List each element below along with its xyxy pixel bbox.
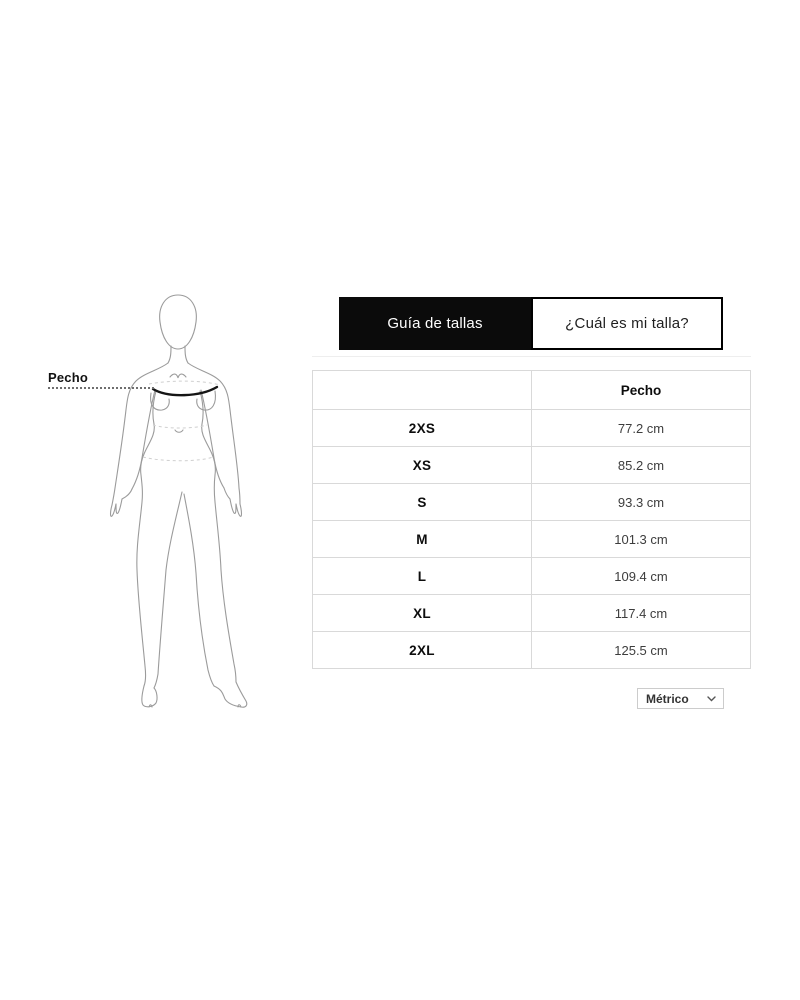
chest-cell: 117.4 cm — [532, 595, 751, 632]
hip-dashed-line — [143, 457, 213, 461]
size-cell: 2XL — [313, 632, 532, 669]
table-header-row — [313, 371, 751, 410]
tab-bar — [339, 297, 723, 350]
table-row — [313, 484, 751, 521]
table-row — [313, 558, 751, 595]
unit-select[interactable] — [637, 688, 724, 709]
chest-column-header: Pecho — [532, 371, 751, 410]
table-row — [313, 595, 751, 632]
size-table — [312, 370, 751, 669]
chest-cell: 101.3 cm — [532, 521, 751, 558]
measurement-label-pecho: Pecho — [48, 370, 89, 385]
tab-cual-es-mi-talla[interactable]: ¿Cuál es mi talla? — [531, 297, 723, 350]
chest-cell: 77.2 cm — [532, 410, 751, 447]
chest-cell: 85.2 cm — [532, 447, 751, 484]
unit-select-value: Métrico — [646, 691, 689, 706]
chevron-down-icon — [707, 696, 716, 702]
table-row — [313, 521, 751, 558]
chest-measure-line — [153, 387, 217, 395]
chest-dashed-line — [149, 381, 220, 385]
size-cell: L — [313, 558, 532, 595]
size-cell: 2XS — [313, 410, 532, 447]
size-column-header — [313, 371, 532, 410]
chest-cell: 125.5 cm — [532, 632, 751, 669]
head-outline — [160, 295, 197, 349]
panel-divider — [312, 356, 751, 357]
waist-dashed-line — [153, 425, 207, 428]
size-cell: S — [313, 484, 532, 521]
chest-cell: 93.3 cm — [532, 484, 751, 521]
body-figure — [70, 278, 300, 718]
size-cell: XL — [313, 595, 532, 632]
size-cell: XS — [313, 447, 532, 484]
chest-cell: 109.4 cm — [532, 558, 751, 595]
tab-guia-de-tallas[interactable]: Guía de tallas — [339, 297, 531, 350]
table-row — [313, 447, 751, 484]
table-row — [313, 410, 751, 447]
table-row — [313, 632, 751, 669]
body-figure-illustration — [70, 278, 300, 718]
pecho-leader-line — [48, 387, 154, 389]
size-cell: M — [313, 521, 532, 558]
